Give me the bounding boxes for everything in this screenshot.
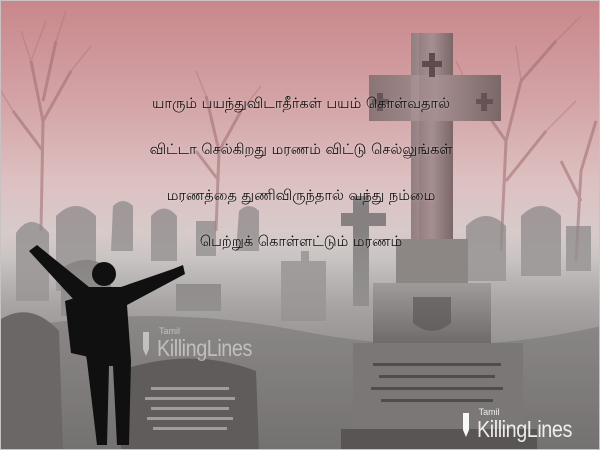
watermark-brand-text: KillingLines [157,335,252,361]
watermark-corner [459,408,587,441]
watermark-small-text: Tamil [159,326,181,336]
quote-line-1: யாரும் பயந்துவிடாதீர்கள் பயம் கொள்வதால் [151,96,451,112]
pen-logo-icon [139,331,153,357]
quote-line-3: மரணத்தை துணிவிருந்தால் வந்து நம்மை [166,188,436,204]
quote-line-2: விட்டா செல்கிறது மரணம் விட்டு செல்லுங்கள் [149,142,453,158]
pen-logo-icon [459,412,473,438]
watermark-small-text: Tamil [478,407,500,417]
watermark-center [139,327,267,360]
watermark-brand-text: KillingLines [476,416,572,442]
quote-text [101,81,501,265]
front-gravestone [119,359,259,450]
quote-line-4: பெற்றுக் கொள்ளட்டும் மரணம் [199,234,403,250]
